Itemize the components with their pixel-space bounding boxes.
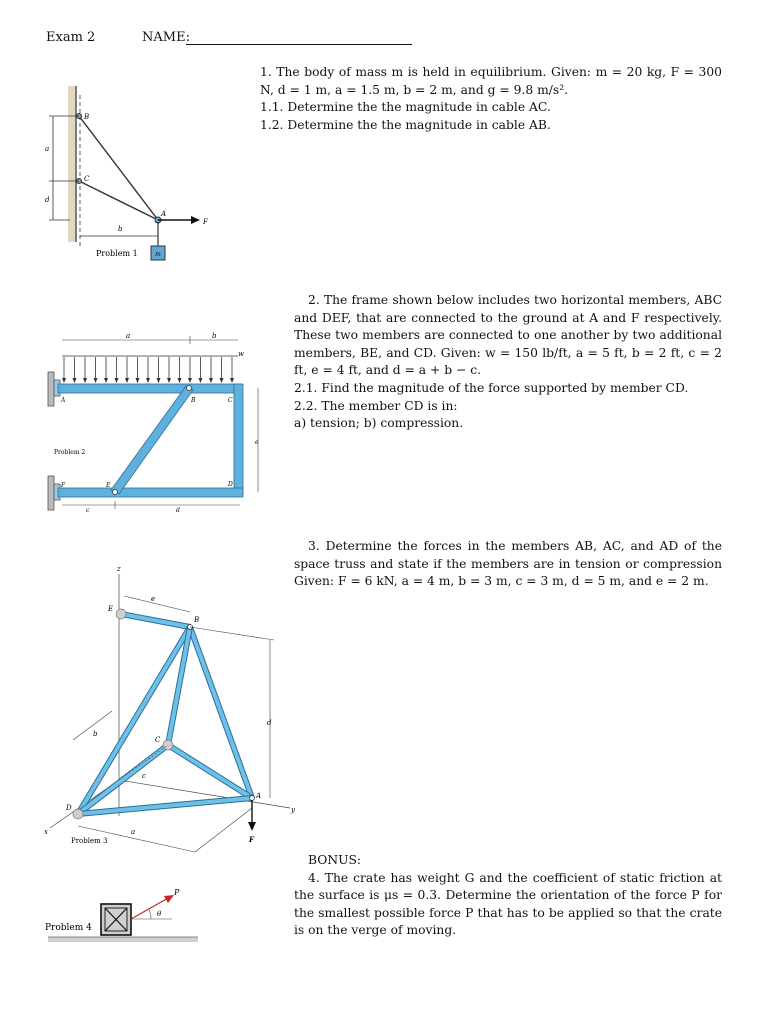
problem-2-caption: Problem 2 bbox=[54, 449, 86, 456]
problem-1-question-2: 1.2. Determine the the magnitude in cable AB. bbox=[260, 117, 551, 132]
label-a: A bbox=[256, 792, 262, 800]
problem-2-options: a) tension; b) compression. bbox=[294, 416, 464, 431]
label-d: D bbox=[66, 804, 72, 812]
theta-label: θ bbox=[157, 910, 162, 918]
problem-1-text bbox=[260, 64, 722, 134]
exam-title: Exam 2 bbox=[46, 30, 96, 45]
problem-1-caption: Problem 1 bbox=[96, 249, 138, 258]
problem-3-text bbox=[294, 538, 722, 591]
label-a: A bbox=[161, 210, 167, 218]
label-e: E bbox=[108, 605, 114, 613]
problem-1-statement: 1. The body of mass m is held in equilibrium. Given: m = 20 kg, F = 300 N, d = 1 m, a = 1.5 m, b = 2 m, and g = 9.8 m/s². bbox=[260, 65, 722, 97]
force-p-label: P bbox=[174, 888, 180, 897]
x-axis-label: x bbox=[44, 828, 48, 836]
label-d: D bbox=[228, 481, 233, 488]
dim-d-label: d bbox=[45, 196, 50, 204]
problem-2-question-1: 2.1. Find the magnitude of the force supported by member CD. bbox=[294, 380, 689, 395]
label-b: B bbox=[194, 616, 200, 624]
dim-e-label: e bbox=[151, 595, 156, 603]
problem-3-caption: Problem 3 bbox=[71, 837, 108, 845]
z-axis-label: z bbox=[117, 565, 121, 573]
label-c: C bbox=[228, 397, 233, 404]
dim-e-label: e bbox=[255, 439, 259, 446]
label-e: E bbox=[106, 482, 111, 489]
dim-d-label: d bbox=[267, 719, 272, 727]
problem-4-figure bbox=[0, 0, 220, 960]
label-c: C bbox=[155, 736, 161, 744]
load-w-label: w bbox=[238, 350, 244, 358]
theta-arc bbox=[149, 910, 151, 919]
dim-b-label: b bbox=[93, 730, 98, 738]
label-b: B bbox=[191, 397, 196, 404]
bonus-title: BONUS: bbox=[308, 853, 362, 867]
force-f-arrowhead bbox=[248, 822, 256, 831]
dim-c-label: c bbox=[86, 507, 90, 514]
name-label: NAME: bbox=[142, 30, 190, 45]
dim-c-label: c bbox=[142, 772, 146, 780]
mass-label: m bbox=[155, 251, 161, 258]
label-f: F bbox=[61, 482, 66, 489]
joint-a bbox=[250, 796, 255, 801]
dim-b-label: b bbox=[118, 225, 123, 233]
label-b: B bbox=[84, 113, 90, 121]
problem-1-question-1: 1.1. Determine the the magnitude in cable AC. bbox=[260, 100, 551, 115]
label-f: F bbox=[203, 218, 208, 226]
problem-4-caption: Problem 4 bbox=[45, 923, 92, 933]
ground-surface bbox=[48, 937, 198, 942]
y-axis-label: y bbox=[291, 806, 295, 814]
dim-b-label: b bbox=[212, 332, 217, 340]
dim-d-label: d bbox=[176, 507, 180, 514]
problem-3-statement: 3. Determine the forces in the members AB, AC, and AD of the space truss and state if the members are in tension or compression Given: F = 6 kN, a = 4 m, b = 3 m, c = 3 m, d = 5 m, and e = 2 m. bbox=[294, 539, 722, 589]
problem-2-text bbox=[294, 292, 722, 433]
dim-a-label: a bbox=[131, 828, 136, 836]
problem-2-statement: 2. The frame shown below includes two horizontal members, ABC and DEF, that are connected to the ground at A and F respectively. These two members are connected to one another by two additional members, BE, and CD. Given: w = 150 lb/ft, a = 5 ft, b = 2 ft, c = 2 ft, e = 4 ft, and d = a + b − c. bbox=[294, 293, 722, 378]
problem-4-statement: 4. The crate has weight G and the coefficient of static friction at the surface is μs = 0.3. Determine the orientation of the force P for the smallest possible force P that has to be applied so that the crate is on the verge of moving. bbox=[294, 870, 722, 938]
label-a: A bbox=[61, 397, 66, 404]
dim-a-label: a bbox=[45, 145, 50, 153]
problem-2-question-2: 2.2. The member CD is in: bbox=[294, 398, 458, 413]
force-f-label: F bbox=[249, 835, 254, 844]
problem-4-text bbox=[294, 852, 722, 940]
label-c: C bbox=[84, 175, 90, 183]
dim-a-label: a bbox=[126, 332, 131, 340]
